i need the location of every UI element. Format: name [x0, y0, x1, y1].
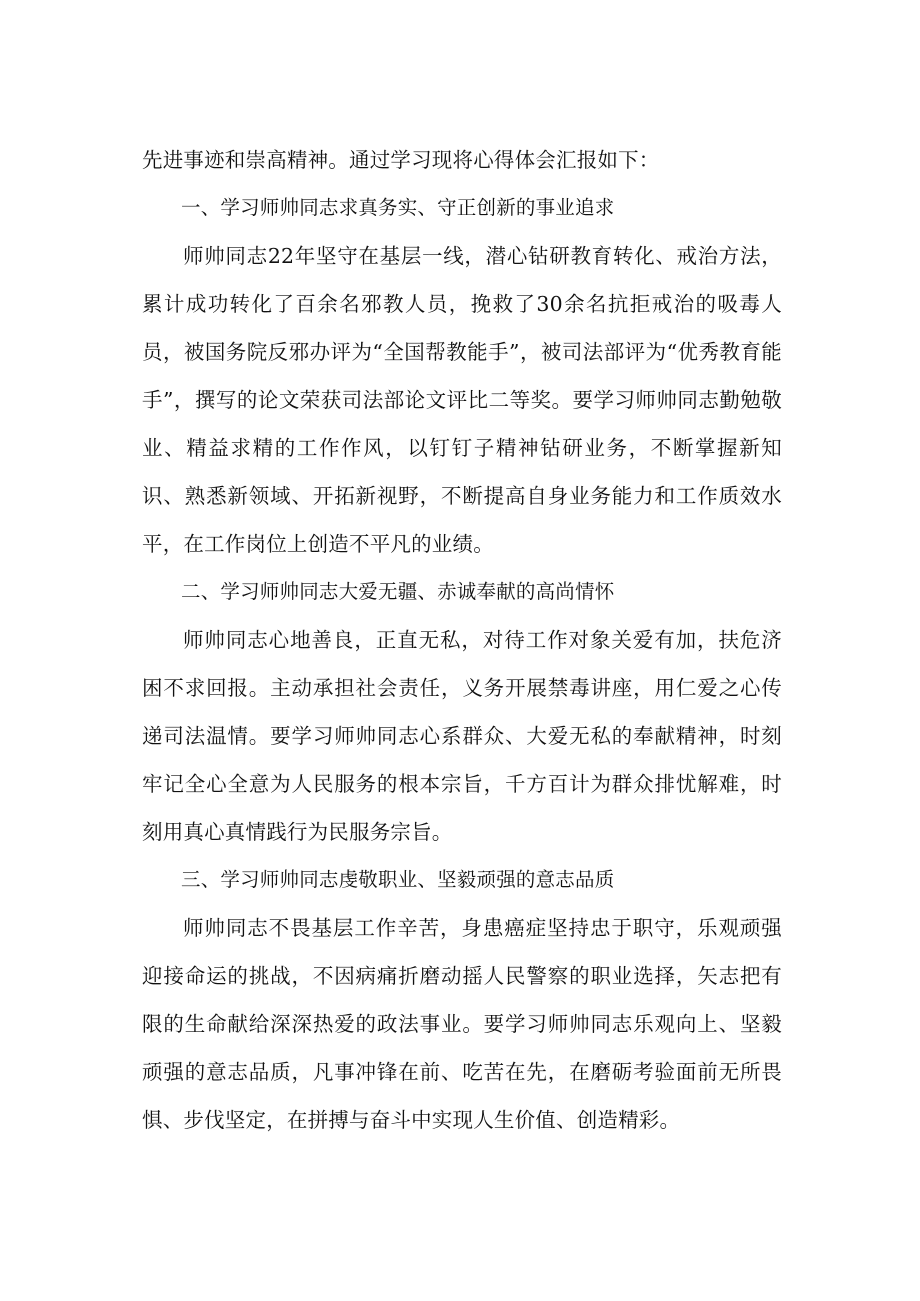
section-heading: 一、学习师帅同志求真务实、守正创新的事业追求	[181, 196, 615, 219]
section-paragraph: 师帅同志22年坚守在基层一线，潜心钻研教育转化、戒治方法，累计成功转化了百余名邪教人员，挽救了30余名抗拒戒治的吸毒人员，被国务院反邪办评为“全国帮教能手”，被司法部评为“优秀教育能手”，撰写的论文荣获司法部论文评比二等奖。要学习师帅同志勤勉敬业、精益求精的工作作风，以钉钉子精神钻研业务，不断掌握新知识、熟悉新领域、开拓新视野，不断提高自身业务能力和工作质效水平，在工作岗位上创造不平凡的业绩。	[142, 244, 782, 556]
section-3	[142, 856, 782, 1144]
section-paragraph: 师帅同志不畏基层工作辛苦，身患癌症坚持忠于职守，乐观顽强迎接命运的挑战，不因病痛折磨动摇人民警察的职业选择，矢志把有限的生命献给深深热爱的政法事业。要学习师帅同志乐观向上、坚毅顽强的意志品质，凡事冲锋在前、吃苦在先，在磨砺考验面前无所畏惧、步伐坚定，在拼搏与奋斗中实现人生价值、创造精彩。	[142, 916, 782, 1132]
section-1	[142, 184, 782, 568]
section-paragraph: 师帅同志心地善良，正直无私，对待工作对象关爱有加，扶危济困不求回报。主动承担社会责任，义务开展禁毒讲座，用仁爱之心传递司法温情。要学习师帅同志心系群众、大爱无私的奉献精神，时刻牢记全心全意为人民服务的根本宗旨，千方百计为群众排忧解难，时刻用真心真情践行为民服务宗旨。	[142, 628, 782, 844]
section-heading: 二、学习师帅同志大爱无疆、赤诚奉献的高尚情怀	[181, 580, 615, 603]
section-heading: 三、学习师帅同志虔敬职业、坚毅顽强的意志品质	[181, 868, 615, 891]
document-body	[142, 136, 782, 1144]
intro-paragraph: 先进事迹和崇高精神。通过学习现将心得体会汇报如下：	[142, 148, 660, 172]
section-2	[142, 568, 782, 856]
